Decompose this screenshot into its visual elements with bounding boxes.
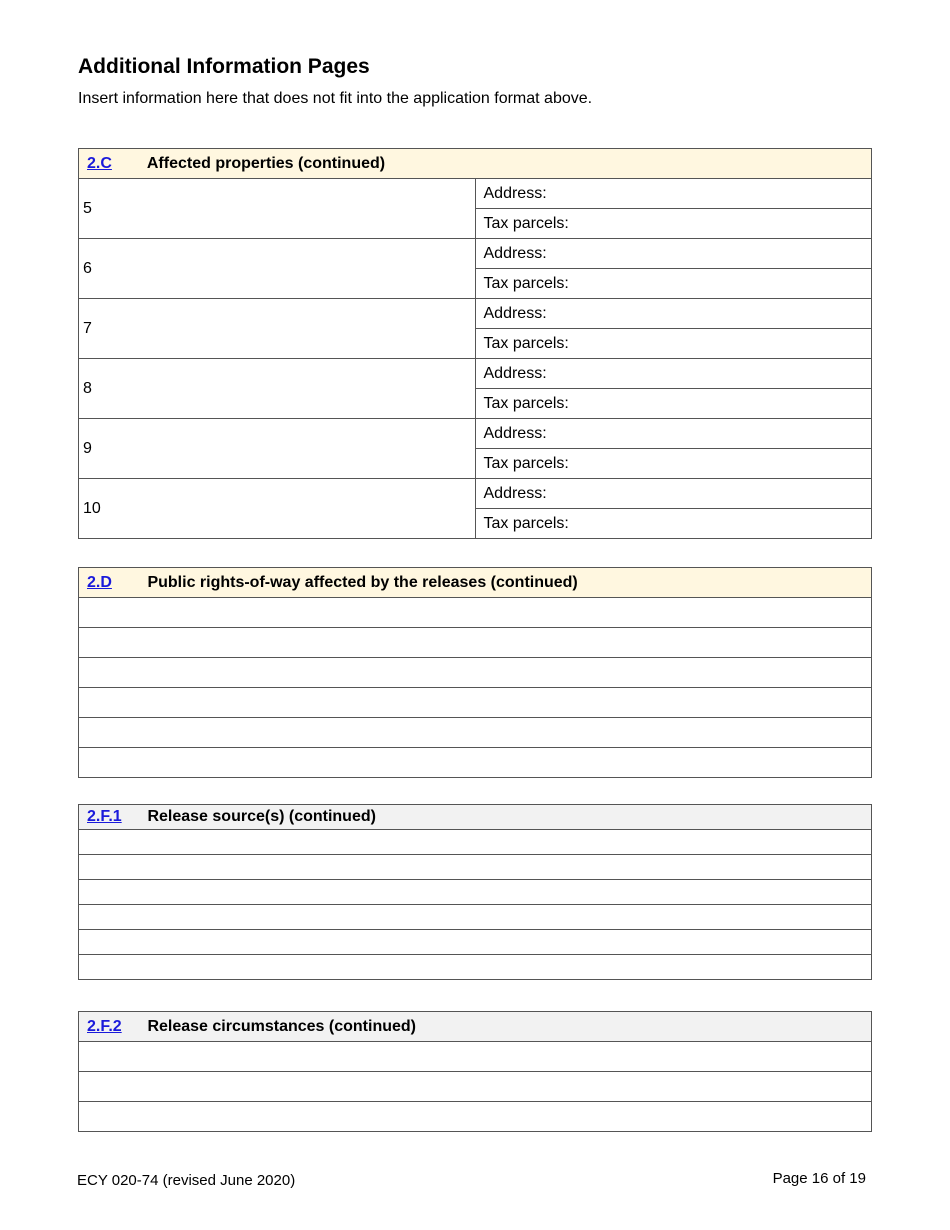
page-title: Additional Information Pages <box>78 55 370 78</box>
address-label: Address: <box>483 364 547 382</box>
entry-field[interactable] <box>79 830 872 855</box>
affected-properties-table <box>78 148 872 539</box>
page-number: Page 16 of 19 <box>772 1170 866 1187</box>
entry-field[interactable] <box>79 1072 872 1102</box>
tax-parcels-label: Tax parcels: <box>483 274 569 292</box>
section-title: Affected properties (continued) <box>146 154 386 172</box>
tax-parcels-field[interactable] <box>475 329 872 359</box>
address-label: Address: <box>483 184 547 202</box>
tax-parcels-label: Tax parcels: <box>483 394 569 412</box>
address-label: Address: <box>483 244 547 262</box>
tax-parcels-label: Tax parcels: <box>483 334 569 352</box>
entry-field[interactable] <box>79 955 872 980</box>
entry-field[interactable] <box>79 658 872 688</box>
property-row <box>79 419 872 449</box>
address-field[interactable] <box>475 239 872 269</box>
section-header-row <box>79 149 872 179</box>
entry-field[interactable] <box>79 598 872 628</box>
section-header-row <box>79 1012 872 1042</box>
property-number: 9 <box>79 419 476 479</box>
tax-parcels-label: Tax parcels: <box>483 214 569 232</box>
address-field[interactable] <box>475 299 872 329</box>
section-link-2f1[interactable]: 2.F.1 <box>87 808 122 825</box>
section-title: Public rights-of-way affected by the releases (continued) <box>147 573 578 591</box>
address-label: Address: <box>483 304 547 322</box>
entry-field[interactable] <box>79 688 872 718</box>
address-field[interactable] <box>475 179 872 209</box>
entry-field[interactable] <box>79 880 872 905</box>
property-row <box>79 179 872 209</box>
property-number: 8 <box>79 359 476 419</box>
property-number: 7 <box>79 299 476 359</box>
tax-parcels-field[interactable] <box>475 509 872 539</box>
page-intro: Insert information here that does not fit into the application format above. <box>78 90 593 107</box>
section-title: Release circumstances (continued) <box>147 1017 416 1035</box>
property-row <box>79 299 872 329</box>
address-field[interactable] <box>475 479 872 509</box>
property-row <box>79 359 872 389</box>
entry-field[interactable] <box>79 855 872 880</box>
entry-field[interactable] <box>79 748 872 778</box>
address-label: Address: <box>483 484 547 502</box>
section-link-2f2[interactable]: 2.F.2 <box>87 1017 122 1035</box>
release-sources-table <box>78 804 872 980</box>
section-header-row <box>79 805 872 830</box>
release-circumstances-table <box>78 1011 872 1132</box>
property-number: 5 <box>79 179 476 239</box>
tax-parcels-field[interactable] <box>475 449 872 479</box>
entry-field[interactable] <box>79 628 872 658</box>
entry-field[interactable] <box>79 1042 872 1072</box>
tax-parcels-field[interactable] <box>475 209 872 239</box>
property-number: 10 <box>79 479 476 539</box>
tax-parcels-field[interactable] <box>475 389 872 419</box>
entry-field[interactable] <box>79 718 872 748</box>
entry-field[interactable] <box>79 1102 872 1132</box>
section-title: Release source(s) (continued) <box>147 808 376 825</box>
property-row <box>79 479 872 509</box>
address-label: Address: <box>483 424 547 442</box>
section-header-row <box>79 568 872 598</box>
tax-parcels-field[interactable] <box>475 269 872 299</box>
property-row <box>79 239 872 269</box>
address-field[interactable] <box>475 419 872 449</box>
form-id: ECY 020-74 (revised June 2020) <box>77 1172 296 1189</box>
address-field[interactable] <box>475 359 872 389</box>
entry-field[interactable] <box>79 930 872 955</box>
section-link-2c[interactable]: 2.C <box>87 154 112 172</box>
tax-parcels-label: Tax parcels: <box>483 454 569 472</box>
section-link-2d[interactable]: 2.D <box>87 573 112 591</box>
entry-field[interactable] <box>79 905 872 930</box>
rights-of-way-table <box>78 567 872 778</box>
tax-parcels-label: Tax parcels: <box>483 514 569 532</box>
property-number: 6 <box>79 239 476 299</box>
